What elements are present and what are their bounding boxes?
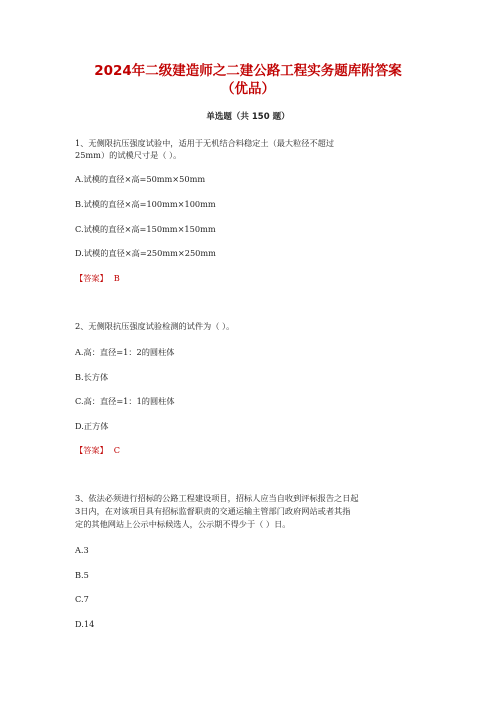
document-subtitle: （优品） [221,81,275,97]
answer-label: 【答案】 [75,445,108,455]
question-1-option-d: D.试模的直径×高=250mm×250mm [75,248,216,258]
question-2-option-c: C.高：直径=1：1的圆柱体 [75,396,175,406]
question-1-option-c: C.试模的直径×高=150mm×150mm [75,224,216,234]
question-3-line-2: 3日内，在对该项目具有招标监督职责的交通运输主管部门政府网站或者其指 [75,506,351,516]
answer-value: B [113,273,120,283]
question-3-line-1: 3、依法必须进行招标的公路工程建设项目，招标人应当自收到评标报告之日起 [75,493,359,503]
document-title: 2024年二级建造师之二建公路工程实务题库附答案 [94,63,402,79]
answer-label: 【答案】 [75,273,108,283]
section-heading: 单选题（共 150 题） [206,112,290,122]
question-3-option-c: C.7 [75,594,89,604]
question-2-answer [75,444,120,456]
question-2-line-1: 2、无侧限抗压强度试验检测的试件为（ ）。 [75,321,235,331]
question-2-option-a: A.高：直径=1：2的圆柱体 [75,347,175,357]
question-1-option-a: A.试模的直径×高=50mm×50mm [75,174,206,184]
question-3-option-a: A.3 [75,545,89,555]
question-1-line-1: 1、无侧限抗压强度试验中，适用于无机结合料稳定土（最大粒径不超过 [75,138,335,148]
question-3-line-3: 定的其他网站上公示中标候选人，公示期不得少于（ ）日。 [75,519,291,529]
question-2-option-b: B.长方体 [75,372,109,382]
question-3-option-b: B.5 [75,570,89,580]
question-2-option-d: D.正方体 [75,421,109,431]
question-1-option-b: B.试模的直径×高=100mm×100mm [75,199,216,209]
question-1-answer [75,272,120,284]
question-3-option-d: D.14 [75,619,95,629]
question-1-line-2: 25mm）的试模尺寸是（ ）。 [75,150,182,160]
answer-value: C [113,445,121,455]
